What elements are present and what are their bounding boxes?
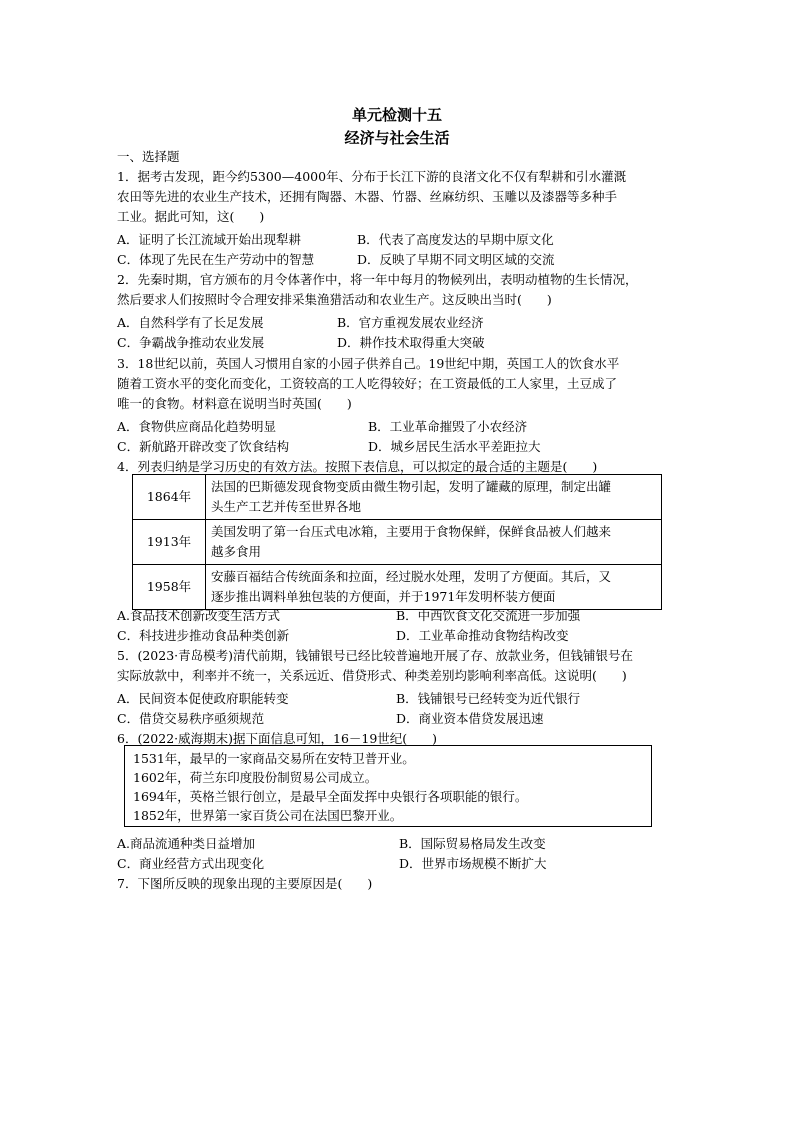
q1-text-line: 1．据考古发现，距今约5300—4000年、分布于长江下游的良渚文化不仅有犁耕和引水灌溉 bbox=[117, 169, 627, 184]
q3-option-a: A．食物供应商品化趋势明显 bbox=[117, 419, 277, 434]
table-cell-year: 1913年 bbox=[133, 520, 206, 565]
table-row bbox=[133, 520, 662, 565]
table-cell-line: 头生产工艺并传至世界各地 bbox=[211, 499, 362, 514]
q6-info-item: 1602年，荷兰东印度股份制贸易公司成立。 bbox=[133, 770, 378, 785]
section-heading: 一、选择题 bbox=[117, 149, 180, 164]
q4-table bbox=[132, 474, 662, 610]
table-cell-line: 美国发明了第一台压式电冰箱，主要用于食物保鲜，保鲜食品被人们越来 bbox=[211, 524, 612, 539]
table-cell-year: 1958年 bbox=[133, 565, 206, 610]
q2-text-line: 然后要求人们按照时令合理安排采集渔猎活动和农业生产。这反映出当时( ) bbox=[117, 292, 552, 307]
table-cell-text bbox=[206, 520, 662, 565]
q3-text-line: 3．18世纪以前，英国人习惯用自家的小园子供养自己。19世纪中期，英国工人的饮食水平 bbox=[117, 356, 620, 371]
q5-option-c: C．借贷交易秩序亟须规范 bbox=[117, 711, 265, 726]
q2-text-line: 2．先秦时期，官方颁布的月令体著作中，将一年中每月的物候列出，表明动植物的生长情况， bbox=[117, 272, 638, 287]
q6-info-item: 1852年，世界第一家百货公司在法国巴黎开业。 bbox=[133, 808, 403, 823]
q5-text-line: 实际放款中，利率并不统一，关系远近、借贷形式、种类差别均影响利率高低。这说明( ) bbox=[117, 668, 627, 683]
page-title: 单元检测十五 bbox=[351, 106, 442, 124]
q4-option-c: C．科技进步推动食品种类创新 bbox=[117, 628, 290, 643]
q3-option-b: B．工业革命摧毁了小农经济 bbox=[368, 419, 528, 434]
table-cell-line: 逐步推出调料单独包装的方便面，并于1971年发明杯装方便面 bbox=[211, 589, 556, 604]
q5-option-b: B．钱铺银号已经转变为近代银行 bbox=[396, 691, 581, 706]
q4-text-line: 4．列表归纳是学习历史的有效方法。按照下表信息，可以拟定的最合适的主题是( ) bbox=[117, 459, 598, 474]
q2-option-b: B．官方重视发展农业经济 bbox=[337, 315, 484, 330]
q6-option-c: C．商业经营方式出现变化 bbox=[117, 856, 265, 871]
q5-text-line: 5．(2023·青岛模考)清代前期，钱铺银号已经比较普遍地开展了存、放款业务，但钱铺银号在 bbox=[117, 648, 633, 663]
q2-option-a: A．自然科学有了长足发展 bbox=[117, 315, 264, 330]
q3-text-line: 唯一的食物。材料意在说明当时英国( ) bbox=[117, 396, 352, 411]
q3-option-c: C．新航路开辟改变了饮食结构 bbox=[117, 439, 290, 454]
q6-option-d: D．世界市场规模不断扩大 bbox=[399, 856, 547, 871]
q1-option-c: C．体现了先民在生产劳动中的智慧 bbox=[117, 252, 315, 267]
q6-option-b: B．国际贸易格局发生改变 bbox=[399, 836, 546, 851]
q1-text-line: 工业。据此可知，这( ) bbox=[117, 209, 265, 224]
q6-info-item: 1694年，英格兰银行创立，是最早全面发挥中央银行各项职能的银行。 bbox=[133, 789, 528, 804]
table-cell-line: 法国的巴斯德发现食物变质由微生物引起，发明了罐藏的原理，制定出罐 bbox=[211, 479, 612, 494]
q1-text-line: 农田等先进的农业生产技术，还拥有陶器、木器、竹器、丝麻纺织、玉雕以及漆器等多种手 bbox=[117, 189, 618, 204]
q3-option-d: D．城乡居民生活水平差距拉大 bbox=[368, 439, 541, 454]
table-cell-line: 越多食用 bbox=[211, 544, 262, 559]
q3-text-line: 随着工资水平的变化而变化，工资较高的工人吃得较好；在工资最低的工人家里，土豆成了 bbox=[117, 376, 618, 391]
q6-info-item: 1531年，最早的一家商品交易所在安特卫普开业。 bbox=[133, 751, 415, 766]
q7-text-line: 7．下图所反映的现象出现的主要原因是( ) bbox=[117, 876, 373, 891]
q5-option-a: A．民间资本促使政府职能转变 bbox=[117, 691, 289, 706]
table-row bbox=[133, 565, 662, 610]
table-cell-text bbox=[206, 565, 662, 610]
q5-option-d: D．商业资本借贷发展迅速 bbox=[396, 711, 544, 726]
q2-option-c: C．争霸战争推动农业发展 bbox=[117, 335, 265, 350]
q6-info-box bbox=[124, 745, 652, 827]
table-cell-year: 1864年 bbox=[133, 475, 206, 520]
q6-text-line: 6．(2022·威海期末)据下面信息可知，16－19世纪( ) bbox=[117, 731, 438, 746]
table-cell-line: 安藤百福结合传统面条和拉面，经过脱水处理，发明了方便面。其后，又 bbox=[211, 569, 612, 584]
q4-option-a: A.食品技术创新改变生活方式 bbox=[117, 608, 281, 623]
q4-option-b: B．中西饮食文化交流进一步加强 bbox=[396, 608, 581, 623]
page-subtitle: 经济与社会生活 bbox=[344, 129, 450, 147]
q4-option-d: D．工业革命推动食物结构改变 bbox=[396, 628, 569, 643]
q1-option-b: B．代表了高度发达的早期中原文化 bbox=[357, 232, 554, 247]
table-row bbox=[133, 475, 662, 520]
q6-option-a: A.商品流通种类日益增加 bbox=[117, 836, 256, 851]
q1-option-d: D．反映了早期不同文明区域的交流 bbox=[357, 252, 555, 267]
q1-option-a: A．证明了长江流域开始出现犁耕 bbox=[117, 232, 302, 247]
q2-option-d: D．耕作技术取得重大突破 bbox=[337, 335, 485, 350]
table-cell-text bbox=[206, 475, 662, 520]
